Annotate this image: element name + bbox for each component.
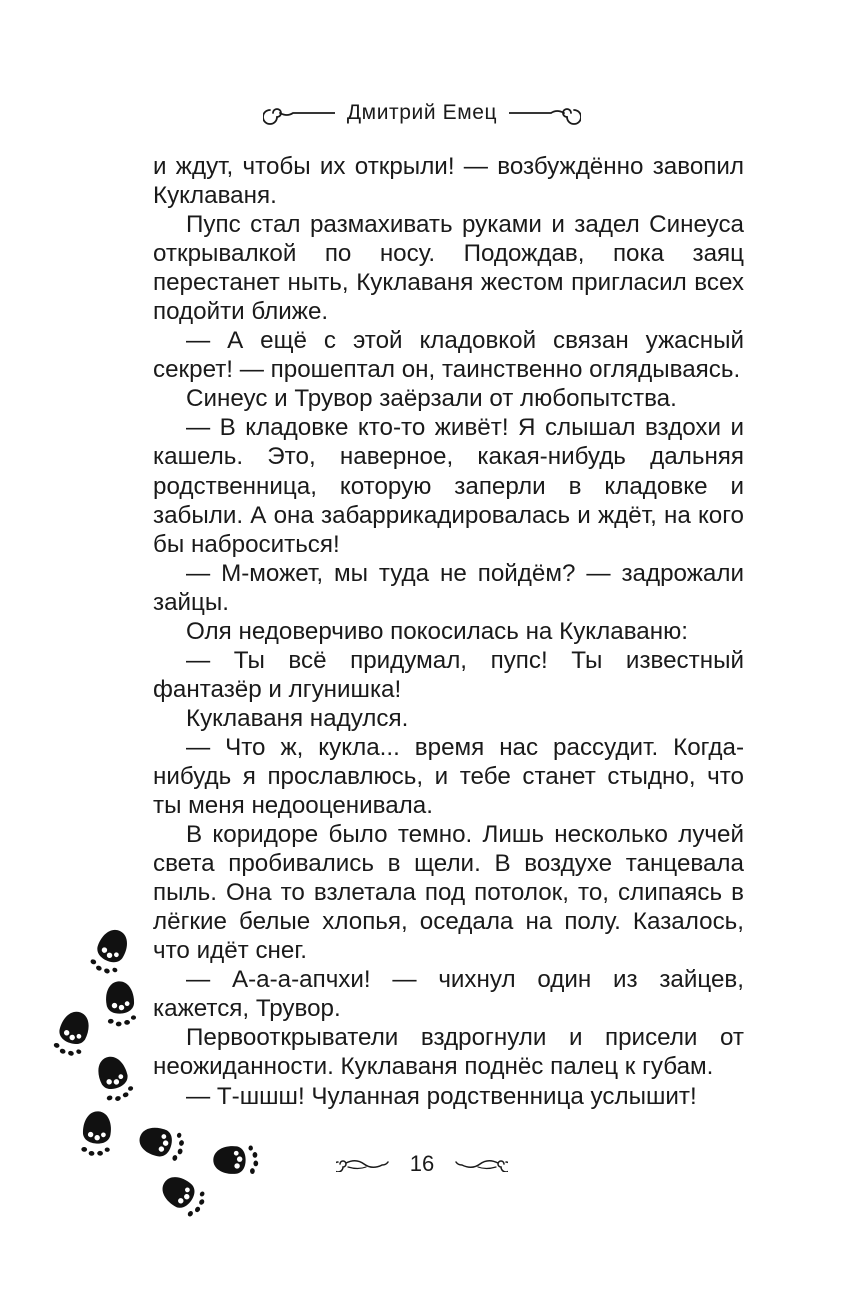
paragraph-5: — В кладовке кто-то живёт! Я слышал вздохи и кашель. Это, наверное, какая-нибудь дальняя родственница, которую заперли в кладовке и забыли. А она забаррикадировалась и ждёт, на кого бы наброситься!: [153, 414, 744, 558]
footprint-icon: [104, 980, 136, 1027]
paragraph-7: Оля недоверчиво покосилась на Куклаваню:: [186, 617, 688, 645]
footer-left-ornament-icon: [336, 1156, 390, 1172]
paragraph-4: Синеус и Трувор заёрзали от любопытства.: [186, 385, 677, 413]
body-text: [153, 152, 744, 1111]
paragraph-1: и ждут, чтобы их открыли! — возбуждённо завопил Куклаваня.: [153, 153, 744, 210]
paragraph-2: Пупс стал размахивать руками и задел Синеуса открывалкой по носу. Подождав, пока заяц перестанет ныть, Куклаваня жестом пригласил всех подойти ближе.: [153, 211, 744, 326]
paragraph-13: Первооткрыватели вздрогнули и присели от неожиданности. Куклаваня поднёс палец к губам.: [153, 1024, 744, 1081]
running-header: [0, 100, 844, 126]
page-number: 16: [409, 1151, 435, 1176]
paragraph-6: — М-может, мы туда не пойдём? — задрожали зайцы.: [153, 559, 744, 616]
paragraph-10: — Что ж, кукла... время нас рассудит. Когда-нибудь я прославлюсь, и тебе станет стыдно, что ты меня недооценивала.: [153, 733, 744, 820]
author-name: Дмитрий Емец: [346, 101, 498, 124]
paragraph-3: — А ещё с этой кладовкой связан ужасный секрет! — прошептал он, таинственно оглядываясь.: [153, 327, 744, 384]
paragraph-14: — Т-шшш! Чуланная родственница услышит!: [186, 1082, 697, 1110]
header-right-ornament-icon: [509, 100, 581, 126]
footprint-icon: [157, 1170, 210, 1219]
footprint-icon: [52, 1008, 94, 1060]
paragraph-12: — А-а-а-апчхи! — чихнул один из зайцев, кажется, Трувор.: [153, 966, 744, 1023]
page-footer: [0, 1151, 844, 1177]
paragraph-11: В коридоре было темно. Лишь несколько лучей света пробивались в щели. В воздухе танцевала пыль. Она то взлетала под потолок, то, слипаясь в лёгкие белые хлопья, оседала на полу. Казалось, что идёт снег.: [153, 821, 744, 965]
paragraph-9: Куклаваня надулся.: [186, 704, 409, 732]
footer-right-ornament-icon: [454, 1156, 508, 1172]
paragraph-8: — Ты всё придумал, пупс! Ты известный фантазёр и лгунишка!: [153, 646, 744, 703]
header-left-ornament-icon: [263, 100, 335, 126]
footprint-icon: [88, 925, 133, 978]
footprint-icon: [94, 1052, 136, 1104]
